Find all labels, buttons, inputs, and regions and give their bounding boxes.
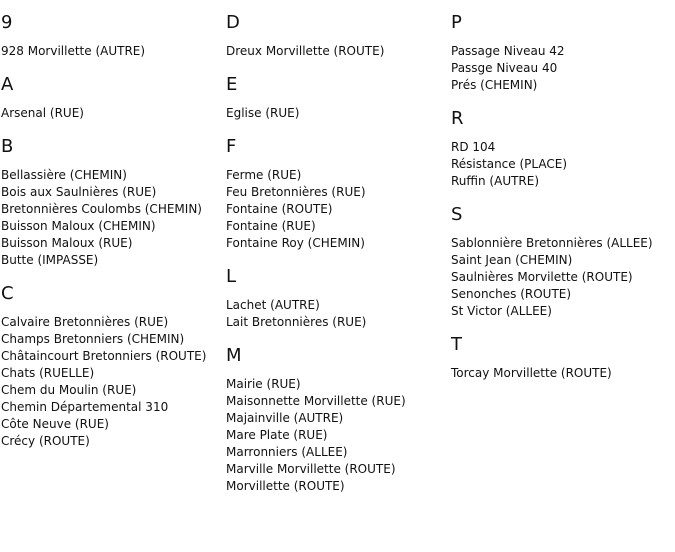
letter-group <box>1 283 226 450</box>
street-link[interactable]: Champs Bretonniers (CHEMIN) <box>1 332 185 346</box>
street-link[interactable]: Chemin Départemental 310 <box>1 400 169 414</box>
letter-group <box>226 345 451 495</box>
group-letter-heading: D <box>226 12 240 33</box>
street-link[interactable]: Buisson Maloux (CHEMIN) <box>1 219 156 233</box>
letter-group <box>1 136 226 269</box>
street-link[interactable]: Chats (RUELLE) <box>1 366 95 380</box>
street-link[interactable]: Bois aux Saulnières (RUE) <box>1 185 157 199</box>
letter-group <box>226 266 451 331</box>
letter-group <box>451 108 675 190</box>
letter-group <box>1 12 226 60</box>
street-list <box>226 167 451 252</box>
street-link[interactable]: Calvaire Bretonnières (RUE) <box>1 315 169 329</box>
street-link[interactable]: Senonches (ROUTE) <box>451 287 572 301</box>
street-link[interactable]: Feu Bretonnières (RUE) <box>226 185 366 199</box>
street-link[interactable]: Ferme (RUE) <box>226 168 302 182</box>
street-link[interactable]: Prés (CHEMIN) <box>451 78 538 92</box>
street-list <box>451 365 675 382</box>
letter-group <box>451 334 675 382</box>
street-link[interactable]: Fontaine (RUE) <box>226 219 316 233</box>
street-link[interactable]: Saint Jean (CHEMIN) <box>451 253 573 267</box>
street-link[interactable]: Crécy (ROUTE) <box>1 434 90 448</box>
street-link[interactable]: Marronniers (ALLEE) <box>226 445 348 459</box>
group-letter-heading: A <box>1 74 14 95</box>
street-link[interactable]: Torcay Morvillette (ROUTE) <box>451 366 612 380</box>
street-list <box>1 43 226 60</box>
street-link[interactable]: Majainville (AUTRE) <box>226 411 344 425</box>
street-link[interactable]: Mare Plate (RUE) <box>226 428 328 442</box>
street-link[interactable]: Résistance (PLACE) <box>451 157 567 171</box>
letter-group <box>1 74 226 122</box>
street-link[interactable]: Bretonnières Coulombs (CHEMIN) <box>1 202 202 216</box>
street-link[interactable]: Dreux Morvillette (ROUTE) <box>226 44 385 58</box>
street-index-column-1 <box>1 12 226 464</box>
group-letter-heading: 9 <box>1 12 13 33</box>
group-letter-heading: L <box>226 266 237 287</box>
street-link[interactable]: Buisson Maloux (RUE) <box>1 236 133 250</box>
street-list <box>226 376 451 495</box>
street-link[interactable]: Côte Neuve (RUE) <box>1 417 109 431</box>
street-link[interactable]: Marville Morvillette (ROUTE) <box>226 462 396 476</box>
street-index-column-2 <box>226 12 451 509</box>
letter-group <box>451 12 675 94</box>
street-list <box>226 105 451 122</box>
street-list <box>451 235 675 320</box>
street-link[interactable]: Sablonnière Bretonnières (ALLEE) <box>451 236 653 250</box>
street-link[interactable]: Passage Niveau 42 <box>451 44 565 58</box>
group-letter-heading: E <box>226 74 238 95</box>
street-link[interactable]: Passge Niveau 40 <box>451 61 558 75</box>
street-link[interactable]: Lachet (AUTRE) <box>226 298 320 312</box>
street-link[interactable]: Chem du Moulin (RUE) <box>1 383 137 397</box>
street-list <box>1 314 226 450</box>
street-link[interactable]: Eglise (RUE) <box>226 106 300 120</box>
group-letter-heading: B <box>1 136 14 157</box>
group-letter-heading: R <box>451 108 464 129</box>
street-index-column-3 <box>451 12 675 396</box>
street-link[interactable]: Butte (IMPASSE) <box>1 253 99 267</box>
street-list <box>1 105 226 122</box>
street-link[interactable]: Fontaine Roy (CHEMIN) <box>226 236 365 250</box>
street-list <box>1 167 226 269</box>
street-list <box>226 43 451 60</box>
street-link[interactable]: 928 Morvillette (AUTRE) <box>1 44 146 58</box>
street-list <box>451 43 675 94</box>
street-link[interactable]: Lait Bretonnières (RUE) <box>226 315 367 329</box>
group-letter-heading: C <box>1 283 14 304</box>
street-link[interactable]: Maisonnette Morvillette (RUE) <box>226 394 406 408</box>
group-letter-heading: P <box>451 12 462 33</box>
street-link[interactable]: Ruffin (AUTRE) <box>451 174 540 188</box>
street-link[interactable]: Châtaincourt Bretonniers (ROUTE) <box>1 349 207 363</box>
street-list <box>451 139 675 190</box>
letter-group <box>451 204 675 320</box>
street-link[interactable]: Bellassière (CHEMIN) <box>1 168 127 182</box>
letter-group <box>226 12 451 60</box>
street-link[interactable]: Saulnières Morvilette (ROUTE) <box>451 270 633 284</box>
street-link[interactable]: St Victor (ALLEE) <box>451 304 552 318</box>
street-list <box>226 297 451 331</box>
street-link[interactable]: Fontaine (ROUTE) <box>226 202 333 216</box>
street-link[interactable]: Arsenal (RUE) <box>1 106 84 120</box>
group-letter-heading: T <box>451 334 462 355</box>
group-letter-heading: S <box>451 204 463 225</box>
street-link[interactable]: Morvillette (ROUTE) <box>226 479 345 493</box>
letter-group <box>226 74 451 122</box>
group-letter-heading: M <box>226 345 242 366</box>
letter-group <box>226 136 451 252</box>
group-letter-heading: F <box>226 136 237 157</box>
street-link[interactable]: Mairie (RUE) <box>226 377 301 391</box>
street-link[interactable]: RD 104 <box>451 140 496 154</box>
